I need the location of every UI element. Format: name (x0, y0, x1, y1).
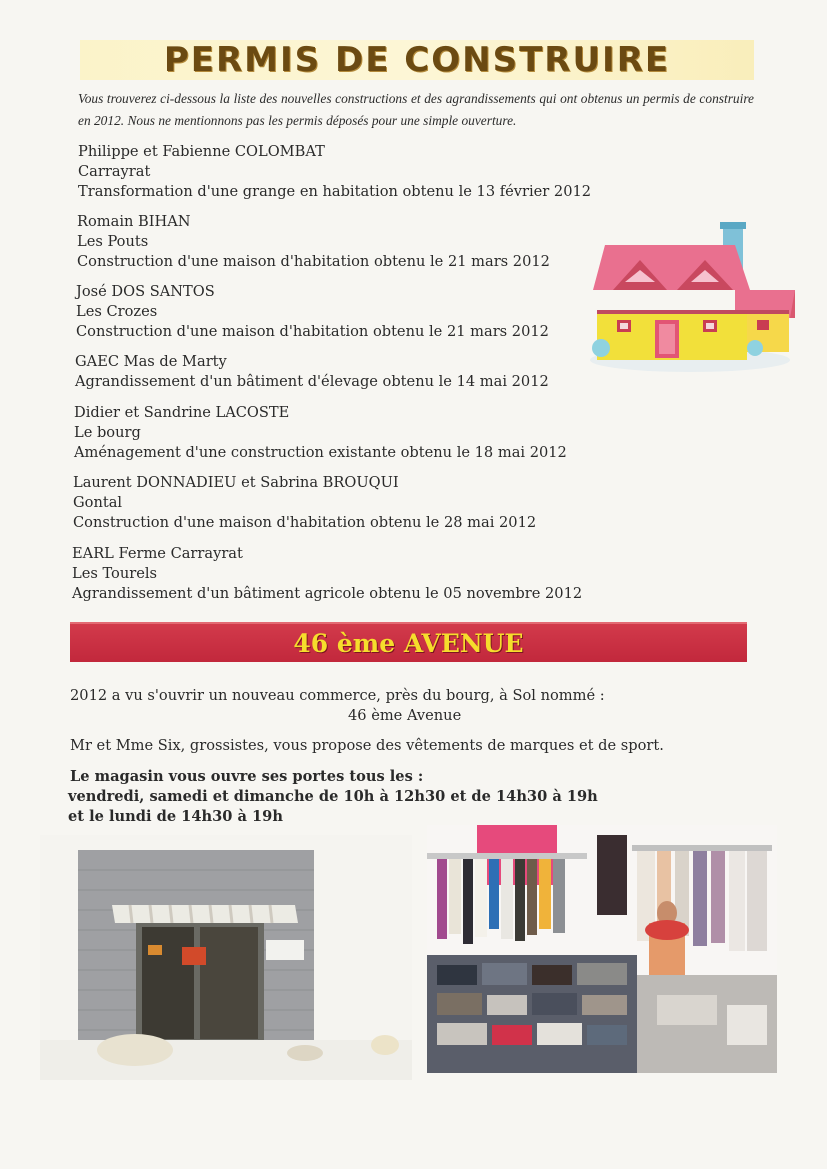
permit-name: Romain BIHAN (77, 213, 191, 230)
permit-entry (77, 212, 550, 272)
permit-place: Le bourg (74, 424, 141, 441)
shop-front-photo (40, 835, 412, 1080)
permit-description: Transformation d'une grange en habitation obtenu le 13 février 2012 (78, 183, 592, 200)
house-illustration (585, 220, 795, 375)
permit-place: Les Tourels (72, 565, 158, 582)
permits-title-banner (80, 40, 754, 80)
permit-name: Didier et Sandrine LACOSTE (74, 404, 290, 421)
permit-entry (73, 473, 536, 533)
permit-entry (78, 142, 591, 202)
shop-name-text: 46 ème Avenue (348, 707, 462, 724)
permit-description: Aménagement d'une construction existante obtenu le 18 mai 2012 (74, 444, 567, 461)
permit-place: Carrayrat (78, 163, 151, 180)
shop-interior-photo (427, 825, 777, 1073)
permit-description: Construction d'une maison d'habitation obtenu le 21 mars 2012 (77, 253, 550, 270)
permit-description: Construction d'une maison d'habitation obtenu le 21 mars 2012 (76, 323, 549, 340)
shop-intro-text: 2012 a vu s'ouvrir un nouveau commerce, près du bourg, à Sol nommé : (70, 687, 605, 704)
permit-entry (76, 282, 549, 342)
permit-name: EARL Ferme Carrayrat (72, 545, 243, 562)
shop-title: 46 ème AVENUE (293, 628, 524, 658)
permit-entry (75, 352, 549, 392)
shop-description-text: Mr et Mme Six, grossistes, vous propose des vêtements de marques et de sport. (70, 737, 664, 754)
permit-name: GAEC Mas de Marty (75, 353, 227, 370)
permit-entry (74, 403, 567, 463)
permit-description: Agrandissement d'un bâtiment agricole obtenu le 05 novembre 2012 (72, 585, 583, 602)
permit-description: Construction d'une maison d'habitation obtenu le 28 mai 2012 (73, 514, 537, 531)
permits-title: PERMIS DE CONSTRUIRE (163, 40, 671, 80)
permit-place: Les Pouts (77, 233, 149, 250)
permit-description: Agrandissement d'un bâtiment d'élevage obtenu le 14 mai 2012 (75, 373, 549, 390)
permit-place: Gontal (73, 494, 123, 511)
permit-place: Les Crozes (76, 303, 158, 320)
permits-intro: Vous trouverez ci-dessous la liste des nouvelles constructions et des agrandissements qui ont obtenus un permis de construire en 2012. Nous ne mentionnons pas les permis déposés pour une simple ouverture. (78, 91, 754, 128)
opening-hours-intro: Le magasin vous ouvre ses portes tous les : (70, 768, 424, 785)
opening-hours-monday: et le lundi de 14h30 à 19h (68, 808, 283, 825)
shop-title-banner (70, 622, 747, 662)
permit-name: Laurent DONNADIEU et Sabrina BROUQUI (73, 474, 399, 491)
permit-name: Philippe et Fabienne COLOMBAT (78, 143, 325, 160)
opening-hours-weekend: vendredi, samedi et dimanche de 10h à 12h30 et de 14h30 à 19h (68, 788, 598, 805)
permit-entry (72, 544, 582, 604)
permit-name: José DOS SANTOS (76, 283, 215, 300)
